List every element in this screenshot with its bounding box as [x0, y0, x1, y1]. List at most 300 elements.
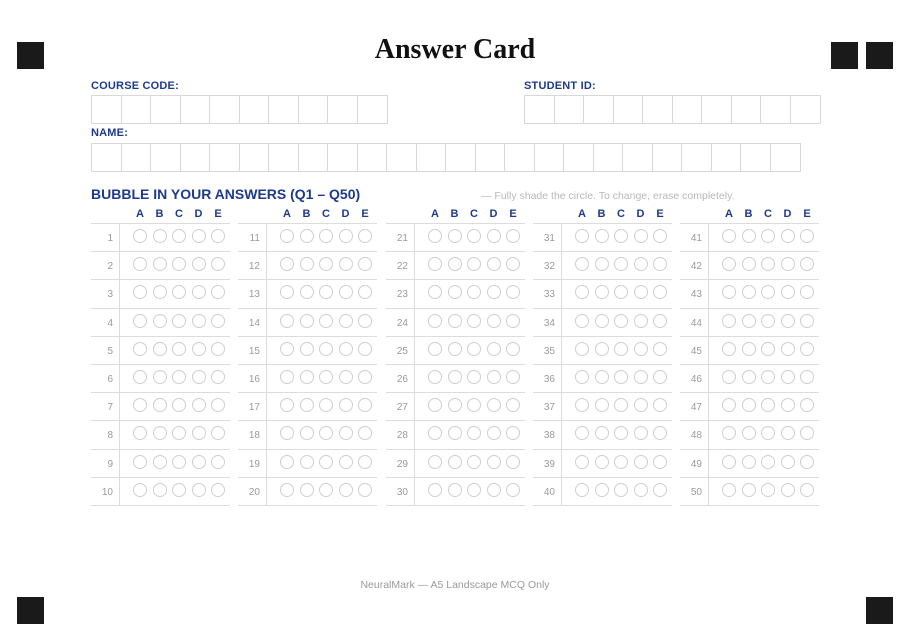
answer-bubble-a[interactable]	[722, 257, 736, 271]
answer-bubble-e[interactable]	[358, 370, 372, 384]
answer-bubble-b[interactable]	[742, 483, 756, 497]
answer-bubble-c[interactable]	[172, 370, 186, 384]
answer-bubble-a[interactable]	[722, 229, 736, 243]
answer-bubble-d[interactable]	[192, 370, 206, 384]
answer-bubble-a[interactable]	[722, 483, 736, 497]
answer-bubble-a[interactable]	[133, 370, 147, 384]
answer-bubble-e[interactable]	[506, 229, 520, 243]
answer-bubble-b[interactable]	[742, 426, 756, 440]
answer-bubble-c[interactable]	[172, 229, 186, 243]
answer-bubble-b[interactable]	[300, 257, 314, 271]
answer-bubble-d[interactable]	[487, 455, 501, 469]
character-box[interactable]	[535, 144, 565, 171]
answer-bubble-b[interactable]	[153, 314, 167, 328]
answer-bubble-d[interactable]	[192, 398, 206, 412]
answer-bubble-e[interactable]	[800, 370, 814, 384]
question-number: 28	[386, 421, 415, 448]
character-box[interactable]	[328, 144, 358, 171]
answer-bubble-d[interactable]	[192, 483, 206, 497]
character-box[interactable]	[181, 96, 211, 123]
answer-bubble-c[interactable]	[761, 426, 775, 440]
answer-bubble-e[interactable]	[506, 285, 520, 299]
answer-bubble-e[interactable]	[506, 314, 520, 328]
answer-bubble-d[interactable]	[634, 426, 648, 440]
character-box[interactable]	[328, 96, 358, 123]
answer-bubble-c[interactable]	[172, 314, 186, 328]
character-box[interactable]	[761, 96, 791, 123]
answer-bubble-a[interactable]	[280, 257, 294, 271]
answer-bubble-d[interactable]	[634, 483, 648, 497]
answer-bubble-c[interactable]	[761, 285, 775, 299]
answer-bubble-c[interactable]	[172, 426, 186, 440]
character-box[interactable]	[653, 144, 683, 171]
answer-bubble-d[interactable]	[781, 229, 795, 243]
answer-bubble-e[interactable]	[506, 483, 520, 497]
answer-bubble-e[interactable]	[211, 398, 225, 412]
answer-bubble-d[interactable]	[781, 342, 795, 356]
answer-bubble-d[interactable]	[781, 314, 795, 328]
character-box[interactable]	[584, 96, 614, 123]
answer-bubble-b[interactable]	[595, 398, 609, 412]
answer-bubble-b[interactable]	[448, 370, 462, 384]
answer-bubble-d[interactable]	[339, 314, 353, 328]
answer-bubble-a[interactable]	[722, 455, 736, 469]
answer-bubble-b[interactable]	[448, 257, 462, 271]
answer-bubble-e[interactable]	[211, 229, 225, 243]
answer-bubble-d[interactable]	[192, 455, 206, 469]
answer-bubble-c[interactable]	[467, 342, 481, 356]
answer-bubble-b[interactable]	[153, 426, 167, 440]
answer-bubble-a[interactable]	[428, 257, 442, 271]
answer-bubble-e[interactable]	[358, 342, 372, 356]
answer-bubble-e[interactable]	[800, 285, 814, 299]
answer-bubble-d[interactable]	[487, 314, 501, 328]
character-box[interactable]	[702, 96, 732, 123]
answer-bubble-e[interactable]	[358, 455, 372, 469]
answer-bubble-e[interactable]	[211, 314, 225, 328]
answer-bubble-c[interactable]	[467, 455, 481, 469]
answer-bubble-b[interactable]	[595, 229, 609, 243]
answer-bubble-a[interactable]	[575, 229, 589, 243]
answer-bubble-b[interactable]	[742, 455, 756, 469]
answer-bubble-a[interactable]	[280, 285, 294, 299]
character-box[interactable]	[446, 144, 476, 171]
answer-bubble-a[interactable]	[280, 342, 294, 356]
character-box[interactable]	[732, 96, 762, 123]
answer-bubble-a[interactable]	[722, 398, 736, 412]
answer-bubble-c[interactable]	[467, 257, 481, 271]
answer-bubble-d[interactable]	[192, 426, 206, 440]
answer-bubble-c[interactable]	[319, 314, 333, 328]
answer-bubble-b[interactable]	[742, 285, 756, 299]
answer-bubble-e[interactable]	[358, 285, 372, 299]
answer-bubble-c[interactable]	[614, 342, 628, 356]
answer-bubble-b[interactable]	[595, 455, 609, 469]
answer-bubble-b[interactable]	[448, 483, 462, 497]
answer-bubble-a[interactable]	[722, 342, 736, 356]
answer-bubble-d[interactable]	[781, 455, 795, 469]
student-id-boxes[interactable]	[524, 95, 821, 124]
answer-bubble-e[interactable]	[506, 398, 520, 412]
answer-bubble-a[interactable]	[280, 314, 294, 328]
answer-bubble-c[interactable]	[761, 229, 775, 243]
answer-bubble-c[interactable]	[614, 455, 628, 469]
answer-bubble-b[interactable]	[153, 398, 167, 412]
answer-bubble-c[interactable]	[761, 455, 775, 469]
answer-bubble-b[interactable]	[153, 257, 167, 271]
answer-bubble-d[interactable]	[487, 342, 501, 356]
answer-bubble-d[interactable]	[339, 455, 353, 469]
answer-bubble-e[interactable]	[800, 342, 814, 356]
answer-bubble-c[interactable]	[319, 455, 333, 469]
answer-bubble-b[interactable]	[300, 285, 314, 299]
character-box[interactable]	[92, 96, 122, 123]
character-box[interactable]	[614, 96, 644, 123]
answer-bubble-d[interactable]	[339, 398, 353, 412]
answer-bubble-c[interactable]	[467, 229, 481, 243]
character-box[interactable]	[240, 144, 270, 171]
character-box[interactable]	[643, 96, 673, 123]
answer-bubble-e[interactable]	[211, 257, 225, 271]
answer-bubble-b[interactable]	[742, 398, 756, 412]
answer-bubble-d[interactable]	[781, 370, 795, 384]
answer-bubble-a[interactable]	[133, 342, 147, 356]
answer-bubble-c[interactable]	[319, 483, 333, 497]
character-box[interactable]	[122, 144, 152, 171]
answer-bubble-c[interactable]	[172, 257, 186, 271]
answer-bubble-a[interactable]	[428, 370, 442, 384]
answer-bubble-c[interactable]	[467, 370, 481, 384]
answer-bubble-a[interactable]	[428, 342, 442, 356]
answer-bubble-d[interactable]	[487, 370, 501, 384]
answer-bubble-c[interactable]	[614, 314, 628, 328]
answer-bubble-b[interactable]	[153, 483, 167, 497]
answer-bubble-b[interactable]	[448, 285, 462, 299]
answer-bubble-e[interactable]	[800, 426, 814, 440]
answer-bubble-c[interactable]	[467, 398, 481, 412]
answer-bubble-b[interactable]	[448, 229, 462, 243]
answer-bubble-d[interactable]	[487, 229, 501, 243]
answer-bubble-a[interactable]	[133, 426, 147, 440]
answer-bubble-e[interactable]	[653, 285, 667, 299]
answer-bubble-d[interactable]	[634, 398, 648, 412]
answer-bubble-a[interactable]	[133, 229, 147, 243]
answer-bubble-e[interactable]	[653, 229, 667, 243]
answer-bubble-a[interactable]	[428, 455, 442, 469]
answer-bubble-c[interactable]	[614, 370, 628, 384]
answer-bubble-e[interactable]	[506, 426, 520, 440]
answer-bubble-b[interactable]	[300, 370, 314, 384]
answer-bubble-a[interactable]	[722, 285, 736, 299]
answer-bubble-b[interactable]	[300, 483, 314, 497]
answer-bubble-d[interactable]	[339, 370, 353, 384]
answer-bubble-d[interactable]	[634, 314, 648, 328]
answer-bubble-d[interactable]	[487, 483, 501, 497]
answer-bubble-e[interactable]	[653, 455, 667, 469]
answer-bubble-c[interactable]	[172, 483, 186, 497]
answer-bubble-c[interactable]	[761, 398, 775, 412]
answer-bubble-b[interactable]	[153, 229, 167, 243]
character-box[interactable]	[358, 144, 388, 171]
answer-bubble-a[interactable]	[575, 370, 589, 384]
answer-bubble-e[interactable]	[358, 257, 372, 271]
answer-bubble-d[interactable]	[781, 426, 795, 440]
character-box[interactable]	[594, 144, 624, 171]
answer-bubble-d[interactable]	[339, 229, 353, 243]
answer-bubble-e[interactable]	[358, 398, 372, 412]
answer-bubble-d[interactable]	[339, 257, 353, 271]
answer-bubble-d[interactable]	[487, 257, 501, 271]
character-box[interactable]	[771, 144, 801, 171]
character-box[interactable]	[269, 144, 299, 171]
character-box[interactable]	[299, 96, 329, 123]
answer-bubble-d[interactable]	[781, 398, 795, 412]
answer-bubble-c[interactable]	[172, 455, 186, 469]
answer-bubble-a[interactable]	[575, 455, 589, 469]
answer-bubble-a[interactable]	[575, 483, 589, 497]
answer-bubble-a[interactable]	[575, 285, 589, 299]
answer-bubble-c[interactable]	[319, 342, 333, 356]
answer-bubble-e[interactable]	[211, 285, 225, 299]
answer-bubble-c[interactable]	[172, 342, 186, 356]
answer-bubble-b[interactable]	[300, 426, 314, 440]
answer-bubble-e[interactable]	[800, 229, 814, 243]
answer-bubble-b[interactable]	[595, 314, 609, 328]
answer-bubble-a[interactable]	[280, 398, 294, 412]
answer-bubble-b[interactable]	[742, 342, 756, 356]
answer-bubble-b[interactable]	[595, 370, 609, 384]
answer-bubble-d[interactable]	[487, 398, 501, 412]
answer-bubble-d[interactable]	[339, 342, 353, 356]
answer-bubble-a[interactable]	[280, 426, 294, 440]
answer-bubble-d[interactable]	[339, 426, 353, 440]
answer-bubble-a[interactable]	[280, 229, 294, 243]
answer-bubble-c[interactable]	[614, 257, 628, 271]
answer-bubble-a[interactable]	[428, 483, 442, 497]
answer-bubble-c[interactable]	[614, 398, 628, 412]
answer-bubble-b[interactable]	[300, 342, 314, 356]
answer-bubble-e[interactable]	[358, 229, 372, 243]
answer-bubble-e[interactable]	[653, 483, 667, 497]
answer-bubble-b[interactable]	[595, 342, 609, 356]
answer-bubble-e[interactable]	[211, 426, 225, 440]
answer-bubble-d[interactable]	[634, 285, 648, 299]
answer-bubble-c[interactable]	[467, 426, 481, 440]
answer-bubble-b[interactable]	[153, 370, 167, 384]
character-box[interactable]	[210, 144, 240, 171]
answer-bubble-a[interactable]	[722, 426, 736, 440]
answer-bubble-d[interactable]	[192, 285, 206, 299]
answer-bubble-c[interactable]	[172, 398, 186, 412]
character-box[interactable]	[151, 96, 181, 123]
answer-bubble-d[interactable]	[781, 257, 795, 271]
answer-bubble-c[interactable]	[761, 370, 775, 384]
character-box[interactable]	[122, 96, 152, 123]
answer-bubble-e[interactable]	[211, 342, 225, 356]
answer-bubble-e[interactable]	[800, 398, 814, 412]
answer-bubble-a[interactable]	[428, 285, 442, 299]
answer-bubble-c[interactable]	[761, 257, 775, 271]
answer-bubble-e[interactable]	[358, 483, 372, 497]
answer-bubble-d[interactable]	[192, 229, 206, 243]
answer-bubble-a[interactable]	[428, 398, 442, 412]
answer-bubble-e[interactable]	[653, 342, 667, 356]
answer-bubble-c[interactable]	[319, 370, 333, 384]
answer-bubble-b[interactable]	[595, 483, 609, 497]
character-box[interactable]	[387, 144, 417, 171]
character-box[interactable]	[299, 144, 329, 171]
answer-bubble-c[interactable]	[319, 285, 333, 299]
answer-bubble-b[interactable]	[448, 455, 462, 469]
character-box[interactable]	[240, 96, 270, 123]
answer-bubble-e[interactable]	[506, 455, 520, 469]
answer-bubble-c[interactable]	[319, 229, 333, 243]
answer-bubble-c[interactable]	[614, 483, 628, 497]
answer-bubble-d[interactable]	[192, 314, 206, 328]
answer-bubble-c[interactable]	[319, 426, 333, 440]
character-box[interactable]	[682, 144, 712, 171]
answer-bubble-d[interactable]	[781, 285, 795, 299]
answer-bubble-d[interactable]	[339, 285, 353, 299]
character-box[interactable]	[476, 144, 506, 171]
character-box[interactable]	[712, 144, 742, 171]
character-box[interactable]	[417, 144, 447, 171]
answer-bubble-c[interactable]	[172, 285, 186, 299]
answer-bubble-e[interactable]	[653, 370, 667, 384]
answer-bubble-e[interactable]	[358, 426, 372, 440]
character-box[interactable]	[623, 144, 653, 171]
answer-bubble-a[interactable]	[133, 455, 147, 469]
answer-bubble-c[interactable]	[761, 342, 775, 356]
answer-bubble-d[interactable]	[487, 285, 501, 299]
character-box[interactable]	[525, 96, 555, 123]
answer-bubble-a[interactable]	[280, 483, 294, 497]
answer-bubble-c[interactable]	[467, 314, 481, 328]
answer-bubble-a[interactable]	[133, 398, 147, 412]
answer-bubble-a[interactable]	[575, 398, 589, 412]
answer-bubble-d[interactable]	[634, 455, 648, 469]
answer-bubble-d[interactable]	[634, 229, 648, 243]
answer-bubble-b[interactable]	[742, 370, 756, 384]
answer-bubble-b[interactable]	[300, 398, 314, 412]
answer-bubble-a[interactable]	[575, 257, 589, 271]
answer-bubble-a[interactable]	[428, 314, 442, 328]
answer-bubble-d[interactable]	[634, 370, 648, 384]
answer-bubble-e[interactable]	[800, 455, 814, 469]
answer-bubble-d[interactable]	[634, 257, 648, 271]
answer-bubble-d[interactable]	[781, 483, 795, 497]
answer-bubble-a[interactable]	[575, 426, 589, 440]
answer-bubble-b[interactable]	[448, 398, 462, 412]
answer-bubble-d[interactable]	[634, 342, 648, 356]
answer-bubble-e[interactable]	[211, 455, 225, 469]
answer-bubble-b[interactable]	[153, 455, 167, 469]
answer-bubble-e[interactable]	[653, 314, 667, 328]
answer-bubble-c[interactable]	[319, 257, 333, 271]
answer-bubble-a[interactable]	[133, 257, 147, 271]
answer-bubble-c[interactable]	[761, 314, 775, 328]
answer-bubble-a[interactable]	[428, 229, 442, 243]
answer-bubble-b[interactable]	[742, 314, 756, 328]
question-row	[680, 393, 819, 421]
character-box[interactable]	[92, 144, 122, 171]
question-number: 11	[238, 224, 267, 251]
answer-bubble-b[interactable]	[448, 342, 462, 356]
answer-bubble-b[interactable]	[300, 229, 314, 243]
answer-bubble-e[interactable]	[653, 398, 667, 412]
answer-bubble-e[interactable]	[506, 370, 520, 384]
character-box[interactable]	[269, 96, 299, 123]
answer-bubble-e[interactable]	[653, 257, 667, 271]
answer-bubble-a[interactable]	[575, 314, 589, 328]
answer-bubble-a[interactable]	[133, 285, 147, 299]
character-box[interactable]	[151, 144, 181, 171]
answer-bubble-b[interactable]	[595, 426, 609, 440]
character-box[interactable]	[358, 96, 388, 123]
answer-bubble-e[interactable]	[211, 370, 225, 384]
answer-bubble-e[interactable]	[506, 257, 520, 271]
answer-bubble-e[interactable]	[358, 314, 372, 328]
answer-bubble-d[interactable]	[487, 426, 501, 440]
answer-bubble-b[interactable]	[300, 314, 314, 328]
answer-bubble-c[interactable]	[614, 426, 628, 440]
answer-bubble-d[interactable]	[192, 342, 206, 356]
character-box[interactable]	[564, 144, 594, 171]
answer-bubble-e[interactable]	[800, 257, 814, 271]
answer-bubble-e[interactable]	[800, 314, 814, 328]
answer-bubble-a[interactable]	[575, 342, 589, 356]
answer-bubble-b[interactable]	[153, 342, 167, 356]
answer-bubble-e[interactable]	[506, 342, 520, 356]
answer-bubble-d[interactable]	[192, 257, 206, 271]
answer-bubble-c[interactable]	[467, 285, 481, 299]
answer-bubble-e[interactable]	[653, 426, 667, 440]
answer-bubble-c[interactable]	[467, 483, 481, 497]
character-box[interactable]	[741, 144, 771, 171]
answer-bubble-c[interactable]	[614, 229, 628, 243]
answer-bubble-d[interactable]	[339, 483, 353, 497]
answer-bubble-b[interactable]	[595, 257, 609, 271]
answer-bubble-b[interactable]	[742, 257, 756, 271]
answer-bubble-c[interactable]	[614, 285, 628, 299]
answer-bubble-b[interactable]	[595, 285, 609, 299]
answer-bubble-a[interactable]	[133, 314, 147, 328]
answer-bubble-c[interactable]	[761, 483, 775, 497]
answer-bubble-a[interactable]	[133, 483, 147, 497]
answer-bubble-a[interactable]	[722, 370, 736, 384]
answer-bubble-c[interactable]	[319, 398, 333, 412]
answer-bubble-e[interactable]	[800, 483, 814, 497]
answer-bubble-b[interactable]	[448, 426, 462, 440]
answer-bubble-a[interactable]	[280, 370, 294, 384]
answer-bubble-a[interactable]	[722, 314, 736, 328]
answer-bubble-b[interactable]	[153, 285, 167, 299]
answer-bubble-b[interactable]	[448, 314, 462, 328]
answer-bubble-a[interactable]	[280, 455, 294, 469]
character-box[interactable]	[673, 96, 703, 123]
character-box[interactable]	[505, 144, 535, 171]
answer-bubble-e[interactable]	[211, 483, 225, 497]
character-box[interactable]	[181, 144, 211, 171]
character-box[interactable]	[210, 96, 240, 123]
answer-bubble-b[interactable]	[742, 229, 756, 243]
answer-bubble-a[interactable]	[428, 426, 442, 440]
answer-bubble-b[interactable]	[300, 455, 314, 469]
course-code-boxes[interactable]	[91, 95, 388, 124]
character-box[interactable]	[791, 96, 821, 123]
character-box[interactable]	[555, 96, 585, 123]
name-boxes[interactable]	[91, 143, 801, 172]
